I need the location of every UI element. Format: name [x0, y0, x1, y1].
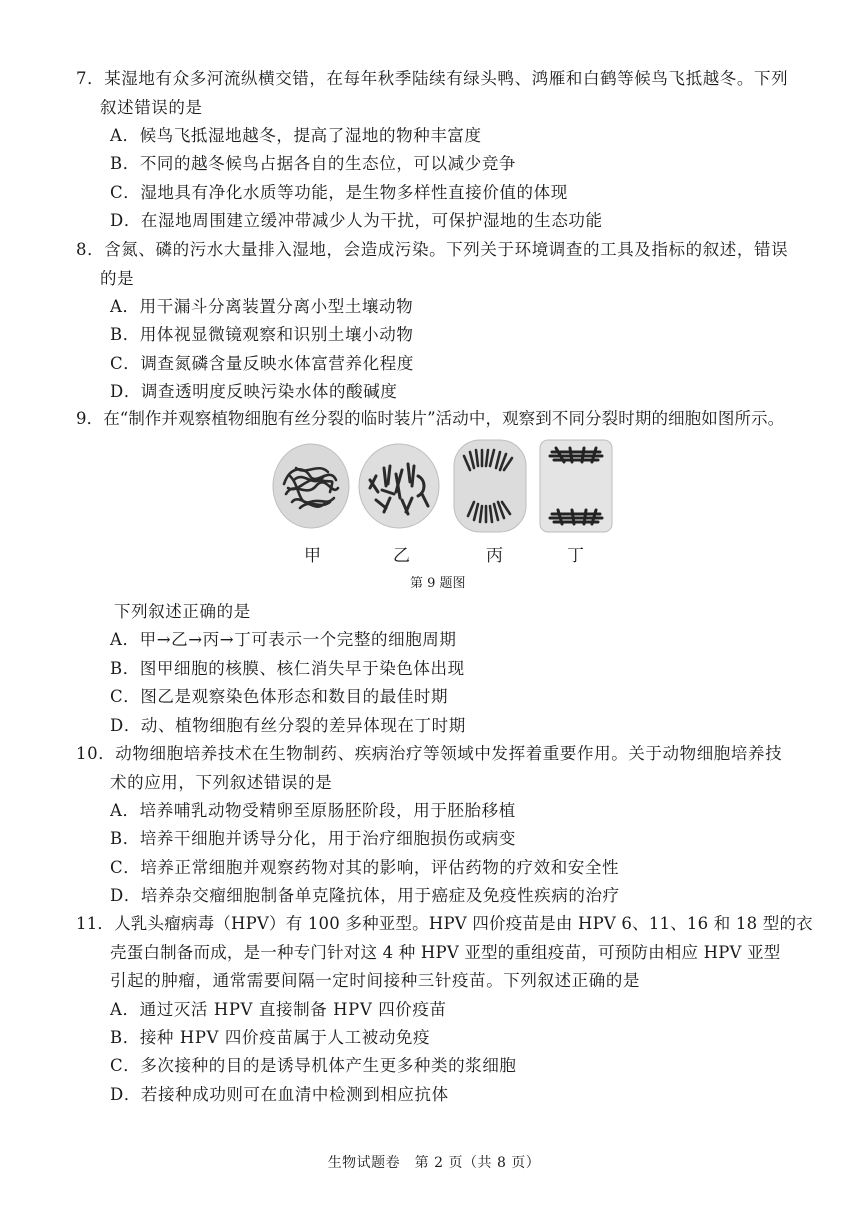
q8-option-b: B．用体视显微镜观察和识别土壤小动物	[110, 325, 414, 344]
cell-yi-image	[356, 436, 442, 536]
page-footer: 生物试题卷 第 2 页（共 8 页）	[327, 1155, 541, 1171]
figure-caption: 第 9 题图	[410, 576, 466, 591]
q8-stem-line-2: 的是	[100, 269, 135, 288]
q10-option-c: C．培养正常细胞并观察药物对其的影响，评估药物的疗效和安全性	[110, 858, 620, 877]
q10-stem-line-1: 10．动物细胞培养技术在生物制药、疾病治疗等领域中发挥着重要作用。关于动物细胞培养技	[76, 744, 783, 763]
q8-option-d: D．调查透明度反映污染水体的酸碱度	[110, 382, 398, 401]
q8-option-c: C．调查氮磷含量反映水体富营养化程度	[110, 354, 414, 373]
q11-option-c: C．多次接种的目的是诱导机体产生更多种类的浆细胞	[110, 1056, 517, 1075]
q7-option-c: C．湿地具有净化水质等功能，是生物多样性直接价值的体现	[110, 183, 568, 202]
q9-option-d: D．动、植物细胞有丝分裂的差异体现在丁时期	[110, 716, 466, 735]
cell-bing-image	[450, 436, 530, 536]
mitosis-figure	[270, 436, 620, 536]
q8-option-a: A．用干漏斗分离装置分离小型土壤动物	[110, 297, 414, 316]
q10-option-d: D．培养杂交瘤细胞制备单克隆抗体，用于癌症及免疫性疾病的治疗	[110, 886, 620, 905]
q9-stem-line-1: 9．在“制作并观察植物细胞有丝分裂的临时装片”活动中，观察到不同分裂时期的细胞如图所示。	[76, 409, 785, 428]
q9-option-b: B．图甲细胞的核膜、核仁消失早于染色体出现	[110, 659, 465, 678]
q11-option-a: A．通过灭活 HPV 直接制备 HPV 四价疫苗	[110, 1000, 447, 1019]
q9-option-c: C．图乙是观察染色体形态和数目的最佳时期	[110, 687, 449, 706]
q7-stem-line-2: 叙述错误的是	[100, 98, 203, 117]
q11-stem-line-1: 11．人乳头瘤病毒（HPV）有 100 多种亚型。HPV 四价疫苗是由 HPV 6、11、16 和 18 型的衣	[76, 914, 813, 933]
q7-option-a: A．候鸟飞抵湿地越冬，提高了湿地的物种丰富度	[110, 126, 482, 145]
figure-label-bing: 丙	[486, 546, 503, 566]
q7-stem-line-1: 7．某湿地有众多河流纵横交错，在每年秋季陆续有绿头鸭、鸿雁和白鹤等候鸟飞抵越冬。下列	[76, 69, 789, 88]
q9-option-a: A．甲→乙→丙→丁可表示一个完整的细胞周期	[110, 630, 457, 649]
figure-label-ding: 丁	[567, 546, 584, 566]
q7-option-d: D．在湿地周围建立缓冲带减少人为干扰，可保护湿地的生态功能	[110, 211, 603, 230]
q8-stem-line-1: 8．含氮、磷的污水大量排入湿地，会造成污染。下列关于环境调查的工具及指标的叙述，错误	[76, 240, 789, 259]
figure-label-yi: 乙	[393, 546, 410, 566]
q11-stem-line-3: 引起的肿瘤，通常需要间隔一定时间接种三针疫苗。下列叙述正确的是	[110, 971, 641, 990]
q11-stem-line-2: 壳蛋白制备而成，是一种专门针对这 4 种 HPV 亚型的重组疫苗，可预防由相应 HPV 亚型	[110, 943, 781, 962]
q10-stem-line-2: 术的应用，下列叙述错误的是	[110, 773, 333, 792]
cell-ding-image	[536, 436, 616, 536]
q11-option-b: B．接种 HPV 四价疫苗属于人工被动免疫	[110, 1028, 431, 1047]
q7-option-b: B．不同的越冬候鸟占据各自的生态位，可以减少竞争	[110, 154, 517, 173]
cell-jia-image	[270, 436, 352, 536]
q9-stem-line-2: 下列叙述正确的是	[114, 602, 251, 621]
figure-label-jia: 甲	[304, 546, 321, 566]
q10-option-b: B．培养干细胞并诱导分化，用于治疗细胞损伤或病变	[110, 829, 517, 848]
q10-option-a: A．培养哺乳动物受精卵至原肠胚阶段，用于胚胎移植	[110, 801, 516, 820]
q11-option-d: D．若接种成功则可在血清中检测到相应抗体	[110, 1085, 449, 1104]
